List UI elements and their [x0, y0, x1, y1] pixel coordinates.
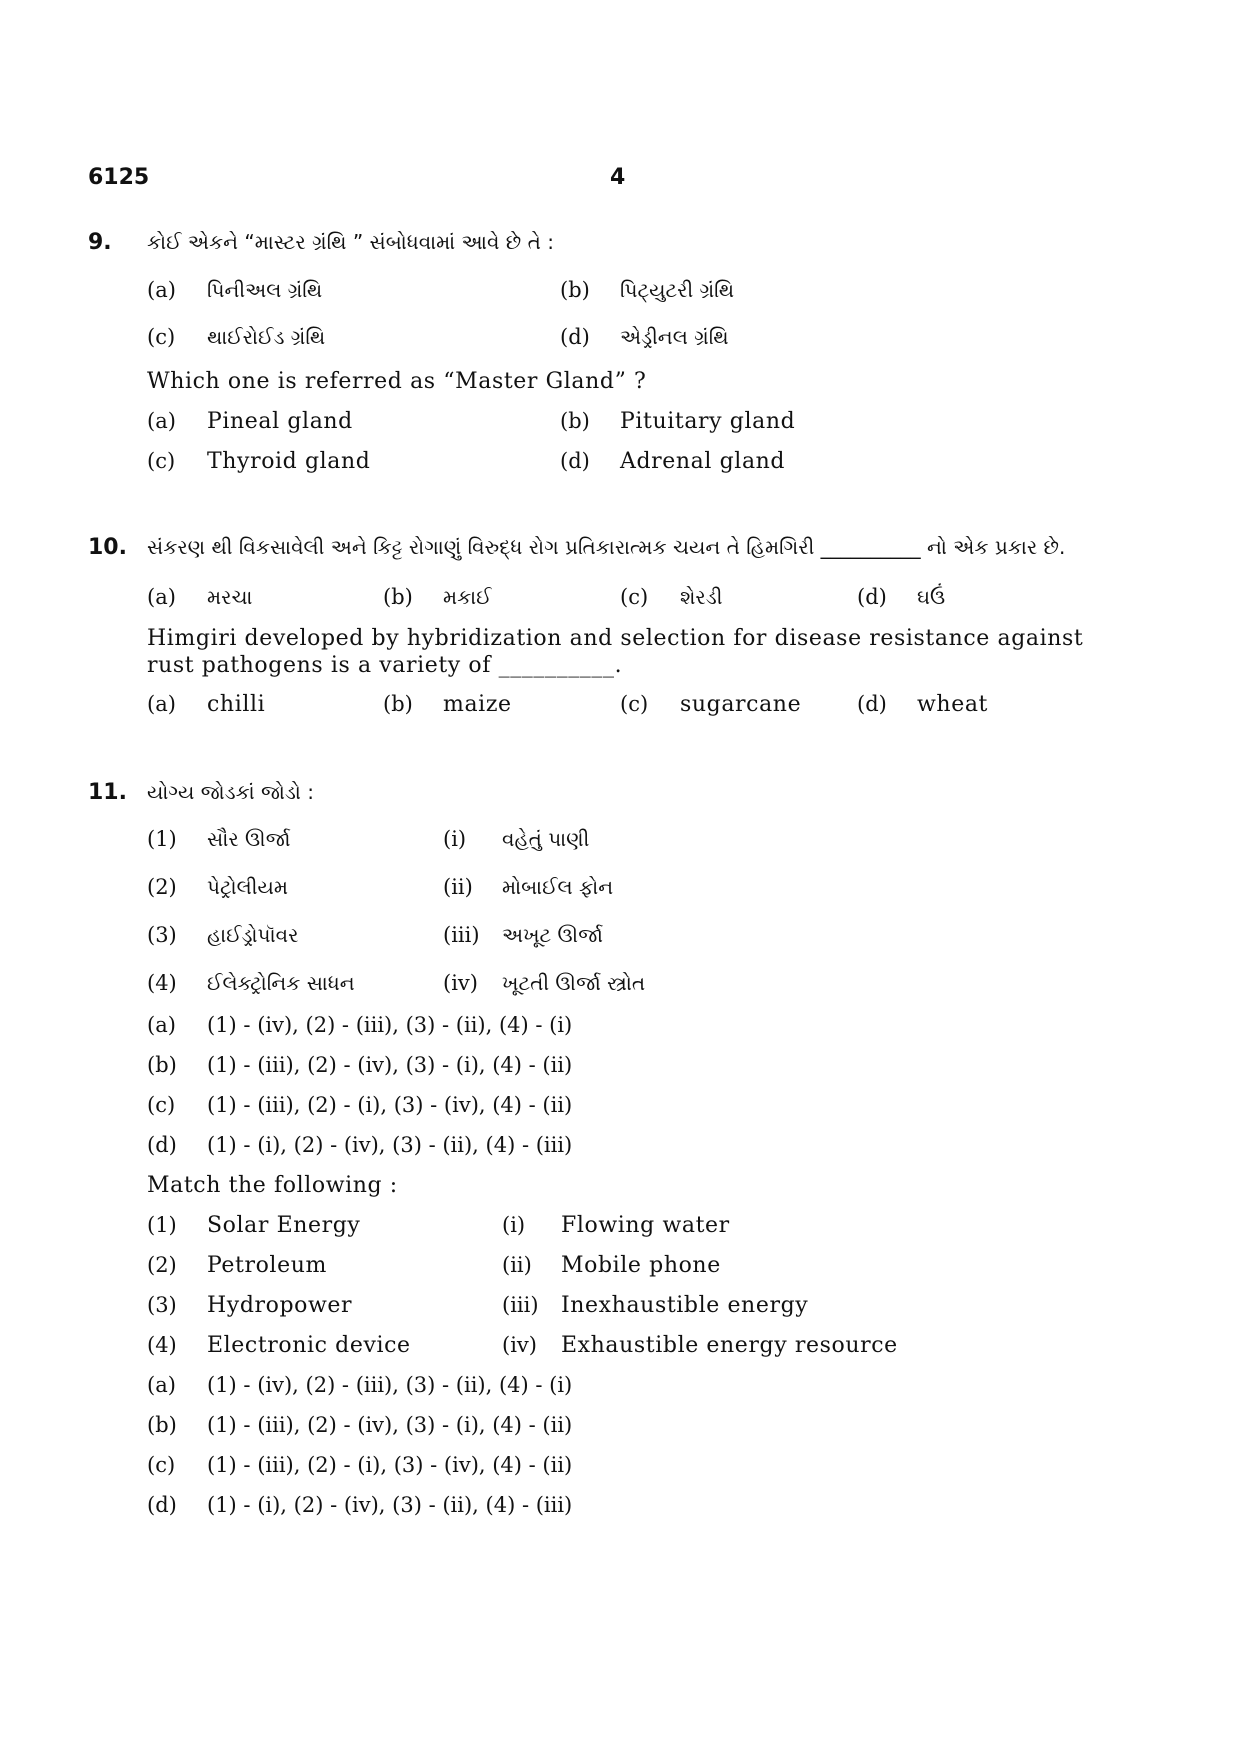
- paper-code: 6125: [88, 165, 150, 190]
- option-text: Adrenal gland: [620, 449, 786, 474]
- pair-right-text: Flowing water: [561, 1213, 730, 1238]
- pair-right-label: (i): [502, 1213, 526, 1237]
- pair-left-label: (3): [147, 923, 177, 947]
- answer-label: (c): [147, 1453, 176, 1477]
- answer-label: (d): [147, 1493, 177, 1517]
- pair-right-label: (iv): [502, 1333, 537, 1357]
- pair-left-text: સૌર ઊર્જા: [207, 827, 291, 851]
- answer-text: (1) - (iv), (2) - (iii), (3) - (ii), (4) - (i): [207, 1373, 573, 1397]
- pair-left-label: (2): [147, 1253, 177, 1277]
- option-label: (b): [383, 692, 413, 716]
- answer-text: (1) - (i), (2) - (iv), (3) - (ii), (4) - (iii): [207, 1493, 573, 1517]
- option-label: (b): [560, 278, 590, 302]
- option-text: પિનીઅલ ગ્રંથિ: [207, 278, 323, 302]
- pair-left-text: પેટ્રોલીયમ: [207, 875, 288, 899]
- option-text: મરચા: [207, 585, 253, 609]
- answer-label: (b): [147, 1053, 177, 1077]
- pair-left-label: (4): [147, 1333, 177, 1357]
- question-number: 10.: [88, 535, 127, 560]
- pair-right-text: Mobile phone: [561, 1253, 721, 1278]
- option-text: થાઈરોઈડ ગ્રંથિ: [207, 325, 326, 349]
- pair-left-text: Electronic device: [207, 1333, 411, 1358]
- option-text: મકાઈ: [443, 585, 492, 609]
- pair-left-label: (4): [147, 971, 177, 995]
- question-number: 9.: [88, 230, 112, 255]
- pair-left-text: Hydropower: [207, 1293, 353, 1318]
- answer-text: (1) - (iii), (2) - (iv), (3) - (i), (4) - (ii): [207, 1413, 573, 1437]
- answer-text: (1) - (iv), (2) - (iii), (3) - (ii), (4) - (i): [207, 1013, 573, 1037]
- pair-right-label: (iv): [443, 971, 478, 995]
- question-text-gujarati: સંકરણ થી વિકસાવેલી અને કિટ્ટ રોગાણું વિરુદ્ધ રોગ પ્રતિકારાત્મક ચયન તે હિમગિરી __________ નો એક પ્રકાર છે.: [147, 535, 1066, 559]
- option-text: Thyroid gland: [207, 449, 371, 474]
- option-label: (d): [857, 692, 887, 716]
- pair-left-text: ઈલેક્ટ્રોનિક સાધન: [207, 971, 355, 995]
- answer-text: (1) - (iii), (2) - (iv), (3) - (i), (4) - (ii): [207, 1053, 573, 1077]
- answer-label: (a): [147, 1373, 176, 1397]
- option-label: (a): [147, 585, 176, 609]
- option-text: ઘઉં: [917, 585, 946, 609]
- option-label: (b): [383, 585, 413, 609]
- answer-text: (1) - (iii), (2) - (i), (3) - (iv), (4) - (ii): [207, 1453, 573, 1477]
- option-label: (a): [147, 278, 176, 302]
- option-label: (a): [147, 409, 176, 433]
- pair-right-text: Exhaustible energy resource: [561, 1333, 898, 1358]
- answer-label: (c): [147, 1093, 176, 1117]
- question-text-english: Which one is referred as “Master Gland” ?: [147, 369, 647, 394]
- pair-right-text: અખૂટ ઊર્જા: [502, 923, 603, 947]
- pair-left-label: (1): [147, 827, 177, 851]
- option-text: wheat: [917, 692, 988, 717]
- pair-left-text: Solar Energy: [207, 1213, 361, 1238]
- pair-right-label: (iii): [502, 1293, 539, 1317]
- option-label: (c): [620, 692, 649, 716]
- answer-label: (b): [147, 1413, 177, 1437]
- question-text-gujarati: કોઈ એકને “માસ્ટર ગ્રંથિ ” સંબોધવામાં આવે છે તે :: [147, 230, 554, 254]
- pair-right-text: વહેતું પાણી: [502, 827, 590, 851]
- option-text: maize: [443, 692, 512, 717]
- question-text-gujarati: યોગ્ય જોડકાં જોડો :: [147, 780, 314, 804]
- pair-right-label: (ii): [443, 875, 473, 899]
- pair-right-label: (i): [443, 827, 467, 851]
- pair-left-text: હાઈડ્રોપૉવર: [207, 923, 299, 947]
- option-text: Pineal gland: [207, 409, 353, 434]
- option-label: (d): [560, 449, 590, 473]
- option-text: Pituitary gland: [620, 409, 796, 434]
- option-label: (b): [560, 409, 590, 433]
- option-label: (c): [147, 325, 176, 349]
- answer-text: (1) - (i), (2) - (iv), (3) - (ii), (4) - (iii): [207, 1133, 573, 1157]
- answer-text: (1) - (iii), (2) - (i), (3) - (iv), (4) - (ii): [207, 1093, 573, 1117]
- page-number: 4: [610, 165, 626, 190]
- option-label: (a): [147, 692, 176, 716]
- option-label: (d): [560, 325, 590, 349]
- pair-right-text: મોબાઈલ ફોન: [502, 875, 614, 899]
- pair-right-label: (ii): [502, 1253, 532, 1277]
- option-text: chilli: [207, 692, 266, 717]
- option-text: એડ્રીનલ ગ્રંથિ: [620, 325, 729, 349]
- question-number: 11.: [88, 780, 127, 805]
- pair-right-label: (iii): [443, 923, 480, 947]
- option-text: sugarcane: [680, 692, 802, 717]
- pair-left-label: (1): [147, 1213, 177, 1237]
- answer-label: (a): [147, 1013, 176, 1037]
- option-label: (d): [857, 585, 887, 609]
- pair-left-text: Petroleum: [207, 1253, 327, 1278]
- pair-left-label: (3): [147, 1293, 177, 1317]
- option-label: (c): [147, 449, 176, 473]
- pair-left-label: (2): [147, 875, 177, 899]
- question-text-english: Match the following :: [147, 1173, 398, 1198]
- pair-right-text: Inexhaustible energy: [561, 1293, 809, 1318]
- option-text: શેરડી: [680, 585, 723, 609]
- option-text: પિટ્યુટરી ગ્રંથિ: [620, 278, 735, 302]
- pair-right-text: ખૂટતી ઊર્જા સ્ત્રોત: [502, 971, 646, 995]
- answer-label: (d): [147, 1133, 177, 1157]
- option-label: (c): [620, 585, 649, 609]
- question-text-english: Himgiri developed by hybridization and selection for disease resistance against rust pathogens is a variety of __________.: [147, 626, 1084, 678]
